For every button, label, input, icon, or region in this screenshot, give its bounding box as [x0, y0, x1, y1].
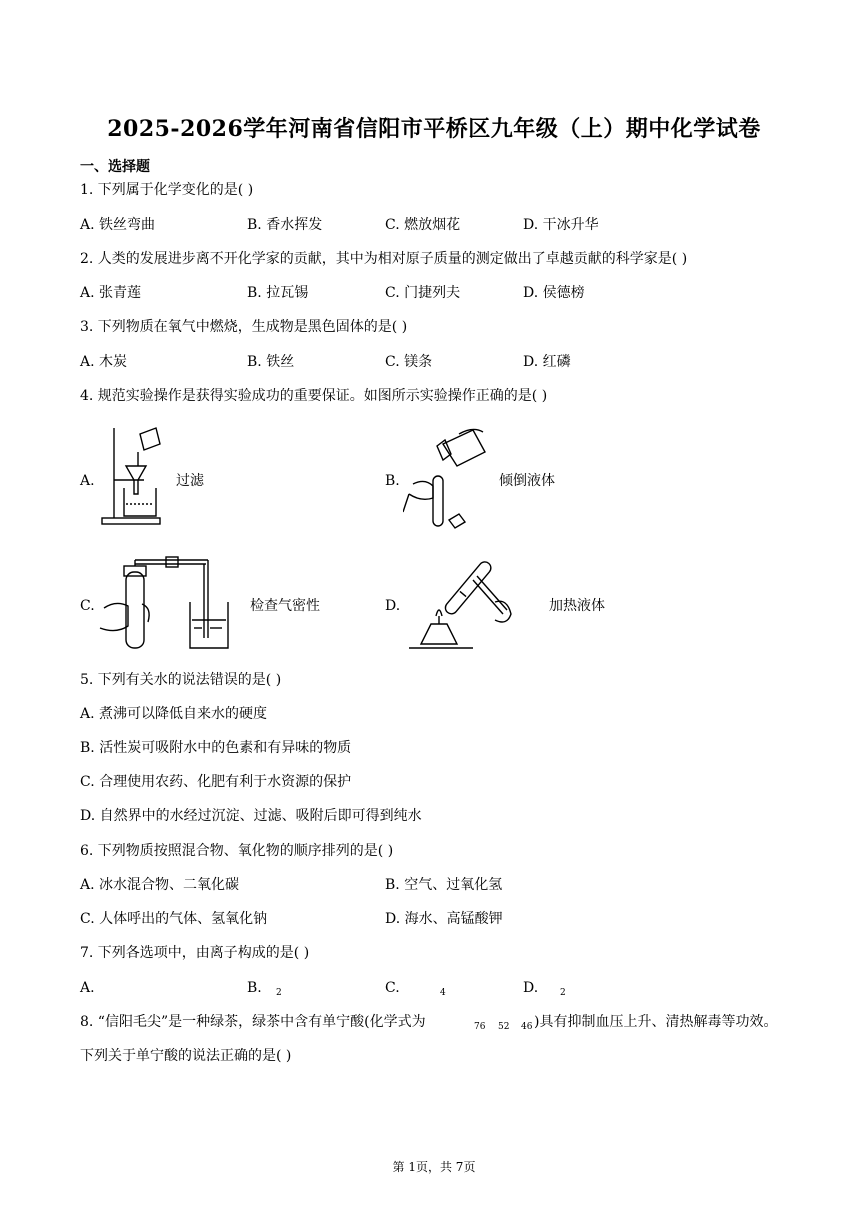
page-footer: 第 1页，共 7页: [392, 1160, 476, 1174]
question-1-option-b: B. 香水挥发: [247, 217, 323, 233]
question-8-stem-part1b: )具有抑制血压上升、清热解毒等功效。: [534, 1014, 778, 1030]
question-8-formula-subscript-2: 52: [498, 1022, 510, 1032]
section-heading: 一、选择题: [80, 159, 150, 175]
question-7-option-a: A.: [80, 980, 95, 996]
question-1-option-d: D. 干冰升华: [523, 217, 599, 233]
question-7-option-d: D.: [523, 980, 539, 996]
question-4-option-b-letter: B.: [385, 473, 400, 489]
question-1-option-c: C. 燃放烟花: [385, 217, 461, 233]
page-title: 2025-2026学年河南省信阳市平桥区九年级（上）期中化学试卷: [107, 116, 761, 142]
question-5-option-a: A. 煮沸可以降低自来水的硬度: [80, 706, 268, 722]
question-2-option-c: C. 门捷列夫: [385, 285, 461, 301]
question-6-option-a: A. 冰水混合物、二氧化碳: [80, 877, 240, 893]
pouring-liquid-figure: [403, 424, 491, 532]
question-3-option-a: A. 木炭: [80, 354, 128, 370]
question-4-option-d-label: 加热液体: [549, 598, 605, 614]
filtration-apparatus-figure: [98, 424, 164, 530]
question-4-option-c-letter: C.: [80, 598, 95, 614]
question-7-stem: 7. 下列各选项中，由离子构成的是( ): [80, 945, 310, 961]
question-8-stem-part2: 下列关于单宁酸的说法正确的是( ): [80, 1048, 292, 1064]
question-4-option-c-label: 检查气密性: [250, 598, 320, 614]
question-6-option-c: C. 人体呼出的气体、氢氧化钠: [80, 911, 268, 927]
question-3-option-b: B. 铁丝: [247, 354, 295, 370]
question-7-option-c-subscript: 4: [440, 988, 446, 998]
question-8-formula-subscript-1: 76: [474, 1022, 486, 1032]
question-4-option-b-label: 倾倒液体: [499, 473, 555, 489]
question-4-option-d-letter: D.: [385, 598, 401, 614]
question-3-stem: 3. 下列物质在氧气中燃烧，生成物是黑色固体的是( ): [80, 319, 408, 335]
question-1-option-a: A. 铁丝弯曲: [80, 217, 156, 233]
question-6-stem: 6. 下列物质按照混合物、氧化物的顺序排列的是( ): [80, 843, 394, 859]
question-5-stem: 5. 下列有关水的说法错误的是( ): [80, 672, 282, 688]
question-7-option-b: B.: [247, 980, 262, 996]
question-3-option-d: D. 红磷: [523, 354, 571, 370]
airtightness-check-figure: [98, 556, 238, 652]
question-5-option-d: D. 自然界中的水经过沉淀、过滤、吸附后即可得到纯水: [80, 808, 422, 824]
question-5-option-b: B. 活性炭可吸附水中的色素和有异味的物质: [80, 740, 352, 756]
question-8-stem-part1: 8. “信阳毛尖”是一种绿茶，绿茶中含有单宁酸(化学式为: [80, 1014, 426, 1030]
question-4-option-a-letter: A.: [80, 473, 95, 489]
question-7-option-d-subscript: 2: [560, 988, 566, 998]
question-4-option-a-label: 过滤: [176, 473, 204, 489]
question-2-option-b: B. 拉瓦锡: [247, 285, 309, 301]
question-7-option-c: C.: [385, 980, 400, 996]
question-5-option-c: C. 合理使用农药、化肥有利于水资源的保护: [80, 774, 352, 790]
question-2-option-d: D. 侯德榜: [523, 285, 585, 301]
question-2-option-a: A. 张青莲: [80, 285, 142, 301]
question-3-option-c: C. 镁条: [385, 354, 433, 370]
question-6-option-b: B. 空气、过氧化氢: [385, 877, 503, 893]
question-1-stem: 1. 下列属于化学变化的是( ): [80, 182, 254, 198]
heating-liquid-figure: [403, 554, 515, 654]
question-6-option-d: D. 海水、高锰酸钾: [385, 911, 503, 927]
question-4-stem: 4. 规范实验操作是获得实验成功的重要保证。如图所示实验操作正确的是( ): [80, 388, 548, 404]
question-8-formula-subscript-3: 46: [521, 1022, 533, 1032]
question-2-stem: 2. 人类的发展进步离不开化学家的贡献，其中为相对原子质量的测定做出了卓越贡献的科学家是( ): [80, 251, 688, 267]
question-7-option-b-subscript: 2: [276, 988, 282, 998]
